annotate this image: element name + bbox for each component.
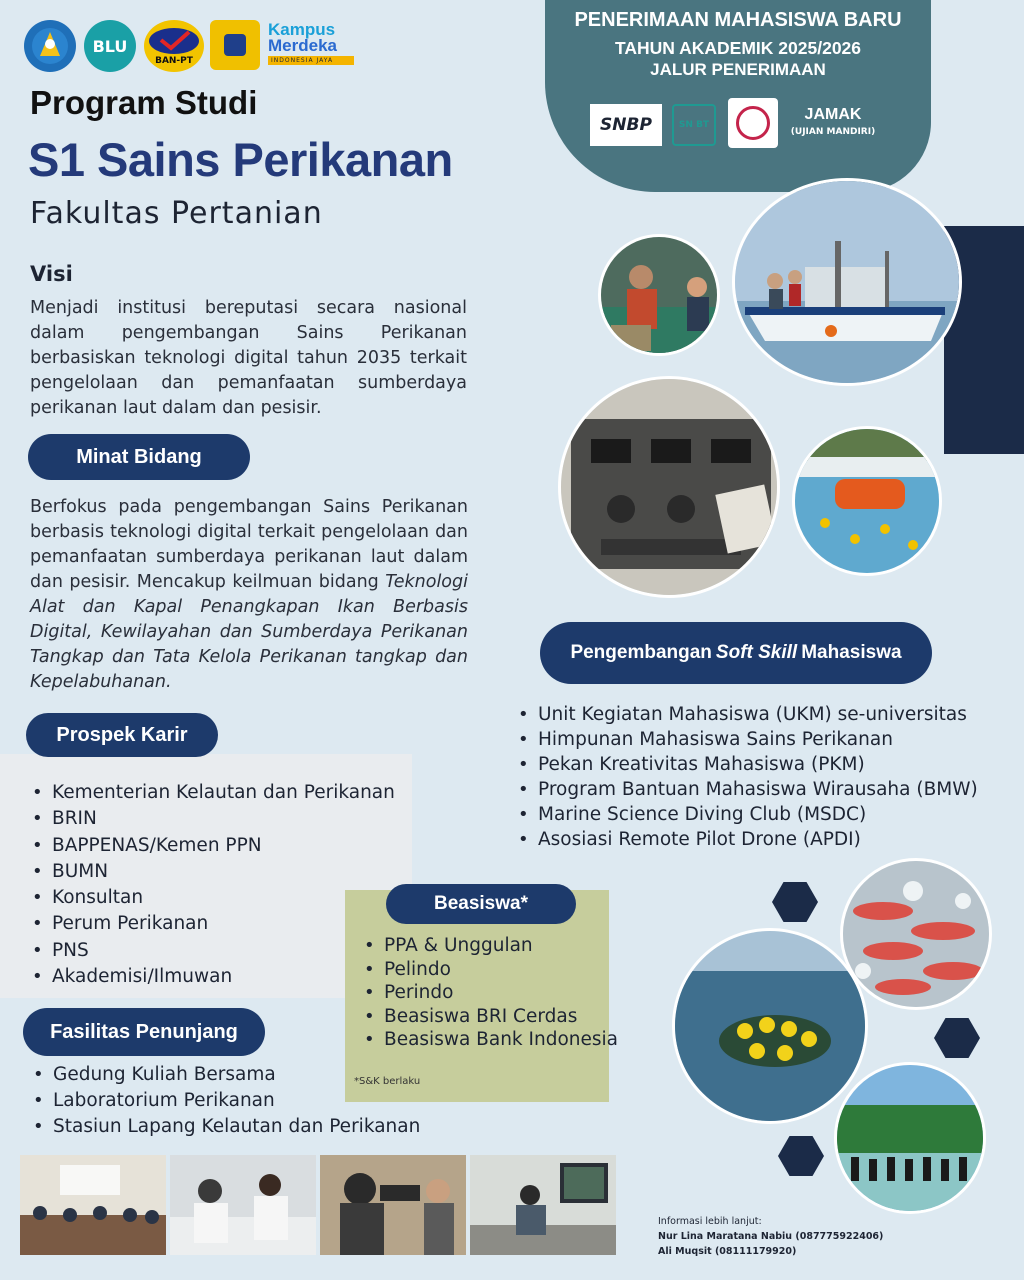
fishing-boat-photo [732, 178, 962, 386]
minat-text-italic: Teknologi Alat dan Kapal Penangkapan Ikan Berbasis Digital, Kewilayahan dan Sumberdaya Perikanan Tangkap dan Tata Kelola Perikanan tangkap dan Kepelabuhanan. [30, 572, 468, 692]
karir-list [30, 780, 395, 990]
fasilitas-heading: Fasilitas Penunjang [23, 1008, 265, 1056]
field-station-photo [320, 1155, 466, 1255]
list-item: • Beasiswa BRI Cerdas [362, 1005, 618, 1029]
list-item: • Stasiun Lapang Kelautan dan Perikanan [31, 1114, 420, 1140]
list-item: • Unit Kegiatan Mahasiswa (UKM) se-universitas [516, 702, 978, 727]
list-item: • BAPPENAS/Kemen PPN [30, 833, 395, 859]
ban-pt-logo [144, 20, 204, 72]
contact-person-1: Nur Lina Maratana Nabiu (087775922406) [658, 1231, 884, 1242]
mandiri-seal-icon [728, 98, 778, 148]
minat-text-plain: Berfokus pada pengembangan Sains Perikanan berbasis teknologi digital terkait pengelolaan dan pemanfaatan sumberdaya perikanan laut dalam dan pesisir. Mencakup keilmuan bidang [30, 497, 468, 592]
lecture-hall-photo [20, 1155, 166, 1255]
sea-survival-training-photo [792, 426, 942, 576]
fish-sorting-photo [598, 234, 720, 356]
hexagon-decoration [778, 1136, 824, 1176]
beasiswa-note: *S&K berlaku [354, 1076, 421, 1087]
list-item: • Gedung Kuliah Bersama [31, 1062, 420, 1088]
faculty-name: Fakultas Pertanian [30, 196, 323, 231]
beasiswa-heading: Beasiswa* [386, 884, 576, 924]
kampus-merdeka-word1: Kampus [268, 20, 336, 39]
visi-heading: Visi [30, 262, 73, 286]
list-item: • Perindo [362, 981, 618, 1005]
softskill-heading [540, 622, 932, 684]
list-item: • Beasiswa Bank Indonesia [362, 1028, 618, 1052]
softskill-heading-em: Soft Skill [715, 642, 798, 663]
contact-info [658, 1214, 883, 1259]
softskill-heading-post: Mahasiswa [801, 642, 902, 663]
list-item: • Asosiasi Remote Pilot Drone (APDI) [516, 827, 978, 852]
program-label: Program Studi [30, 84, 258, 121]
admission-title: PENERIMAAN MAHASISWA BARU [574, 9, 902, 31]
kampus-merdeka-tagline: INDONESIA JAYA [268, 56, 354, 65]
list-item: • Pelindo [362, 958, 618, 982]
softskill-heading-pre: Pengembangan [570, 642, 712, 663]
minat-heading: Minat Bidang [28, 434, 250, 480]
list-item: • BRIN [30, 806, 395, 832]
list-item: • Program Bantuan Mahasiswa Wirausaha (BMW) [516, 777, 978, 802]
list-item: • Marine Science Diving Club (MSDC) [516, 802, 978, 827]
beach-group-photo [834, 1062, 986, 1214]
list-item: • Himpunan Mahasiswa Sains Perikanan [516, 727, 978, 752]
kampus-merdeka-logo [268, 22, 354, 65]
contact-person-2: Ali Muqsit (08111179920) [658, 1246, 797, 1257]
list-item: • Konsultan [30, 885, 395, 911]
beasiswa-list [362, 934, 618, 1052]
hexagon-decoration [772, 882, 818, 922]
admission-year: TAHUN AKADEMIK 2025/2026 [614, 38, 862, 58]
visi-text: Menjadi institusi bereputasi secara nasional dalam pengembangan Sains Perikanan berbasiskan teknologi digital tahun 2035 terkait pengelolaan dan pemanfaatan sumberdaya perikanan laut dalam dan pesisir. [30, 298, 467, 418]
computer-lab-photo [470, 1155, 616, 1255]
hexagon-decoration [934, 1018, 980, 1058]
navigation-console-photo [558, 376, 780, 598]
blu-logo: BLU [84, 20, 136, 72]
fasilitas-list [31, 1062, 420, 1140]
water-training-photo [672, 928, 868, 1124]
admission-path-label: JALUR PENERIMAAN [650, 60, 826, 79]
tut-wuri-logo [24, 20, 76, 72]
fish-catch-photo [840, 858, 992, 1010]
karir-heading: Prospek Karir [26, 713, 218, 757]
list-item: • Pekan Kreativitas Mahasiswa (PKM) [516, 752, 978, 777]
jamak-label: JAMAK [804, 106, 862, 123]
university-logo [210, 20, 260, 70]
list-item: • BUMN [30, 859, 395, 885]
ban-pt-label: BAN-PT [155, 56, 193, 66]
list-item: • Akademisi/Ilmuwan [30, 964, 395, 990]
snbt-logo: SN BT [672, 104, 716, 146]
list-item: • Laboratorium Perikanan [31, 1088, 420, 1114]
contact-label: Informasi lebih lanjut: [658, 1216, 762, 1227]
softskill-list [516, 702, 978, 852]
list-item: • PPA & Unggulan [362, 934, 618, 958]
snbp-logo: SNBP [590, 104, 662, 146]
jamak-sublabel: (UJIAN MANDIRI) [790, 127, 876, 137]
minat-text [30, 495, 468, 695]
list-item: • Kementerian Kelautan dan Perikanan [30, 780, 395, 806]
list-item: • PNS [30, 938, 395, 964]
program-name: S1 Sains Perikanan [28, 133, 453, 186]
laboratory-photo [170, 1155, 316, 1255]
kampus-merdeka-word2: Merdeka [268, 36, 337, 55]
list-item: • Perum Perikanan [30, 911, 395, 937]
logo-bar [24, 18, 354, 74]
